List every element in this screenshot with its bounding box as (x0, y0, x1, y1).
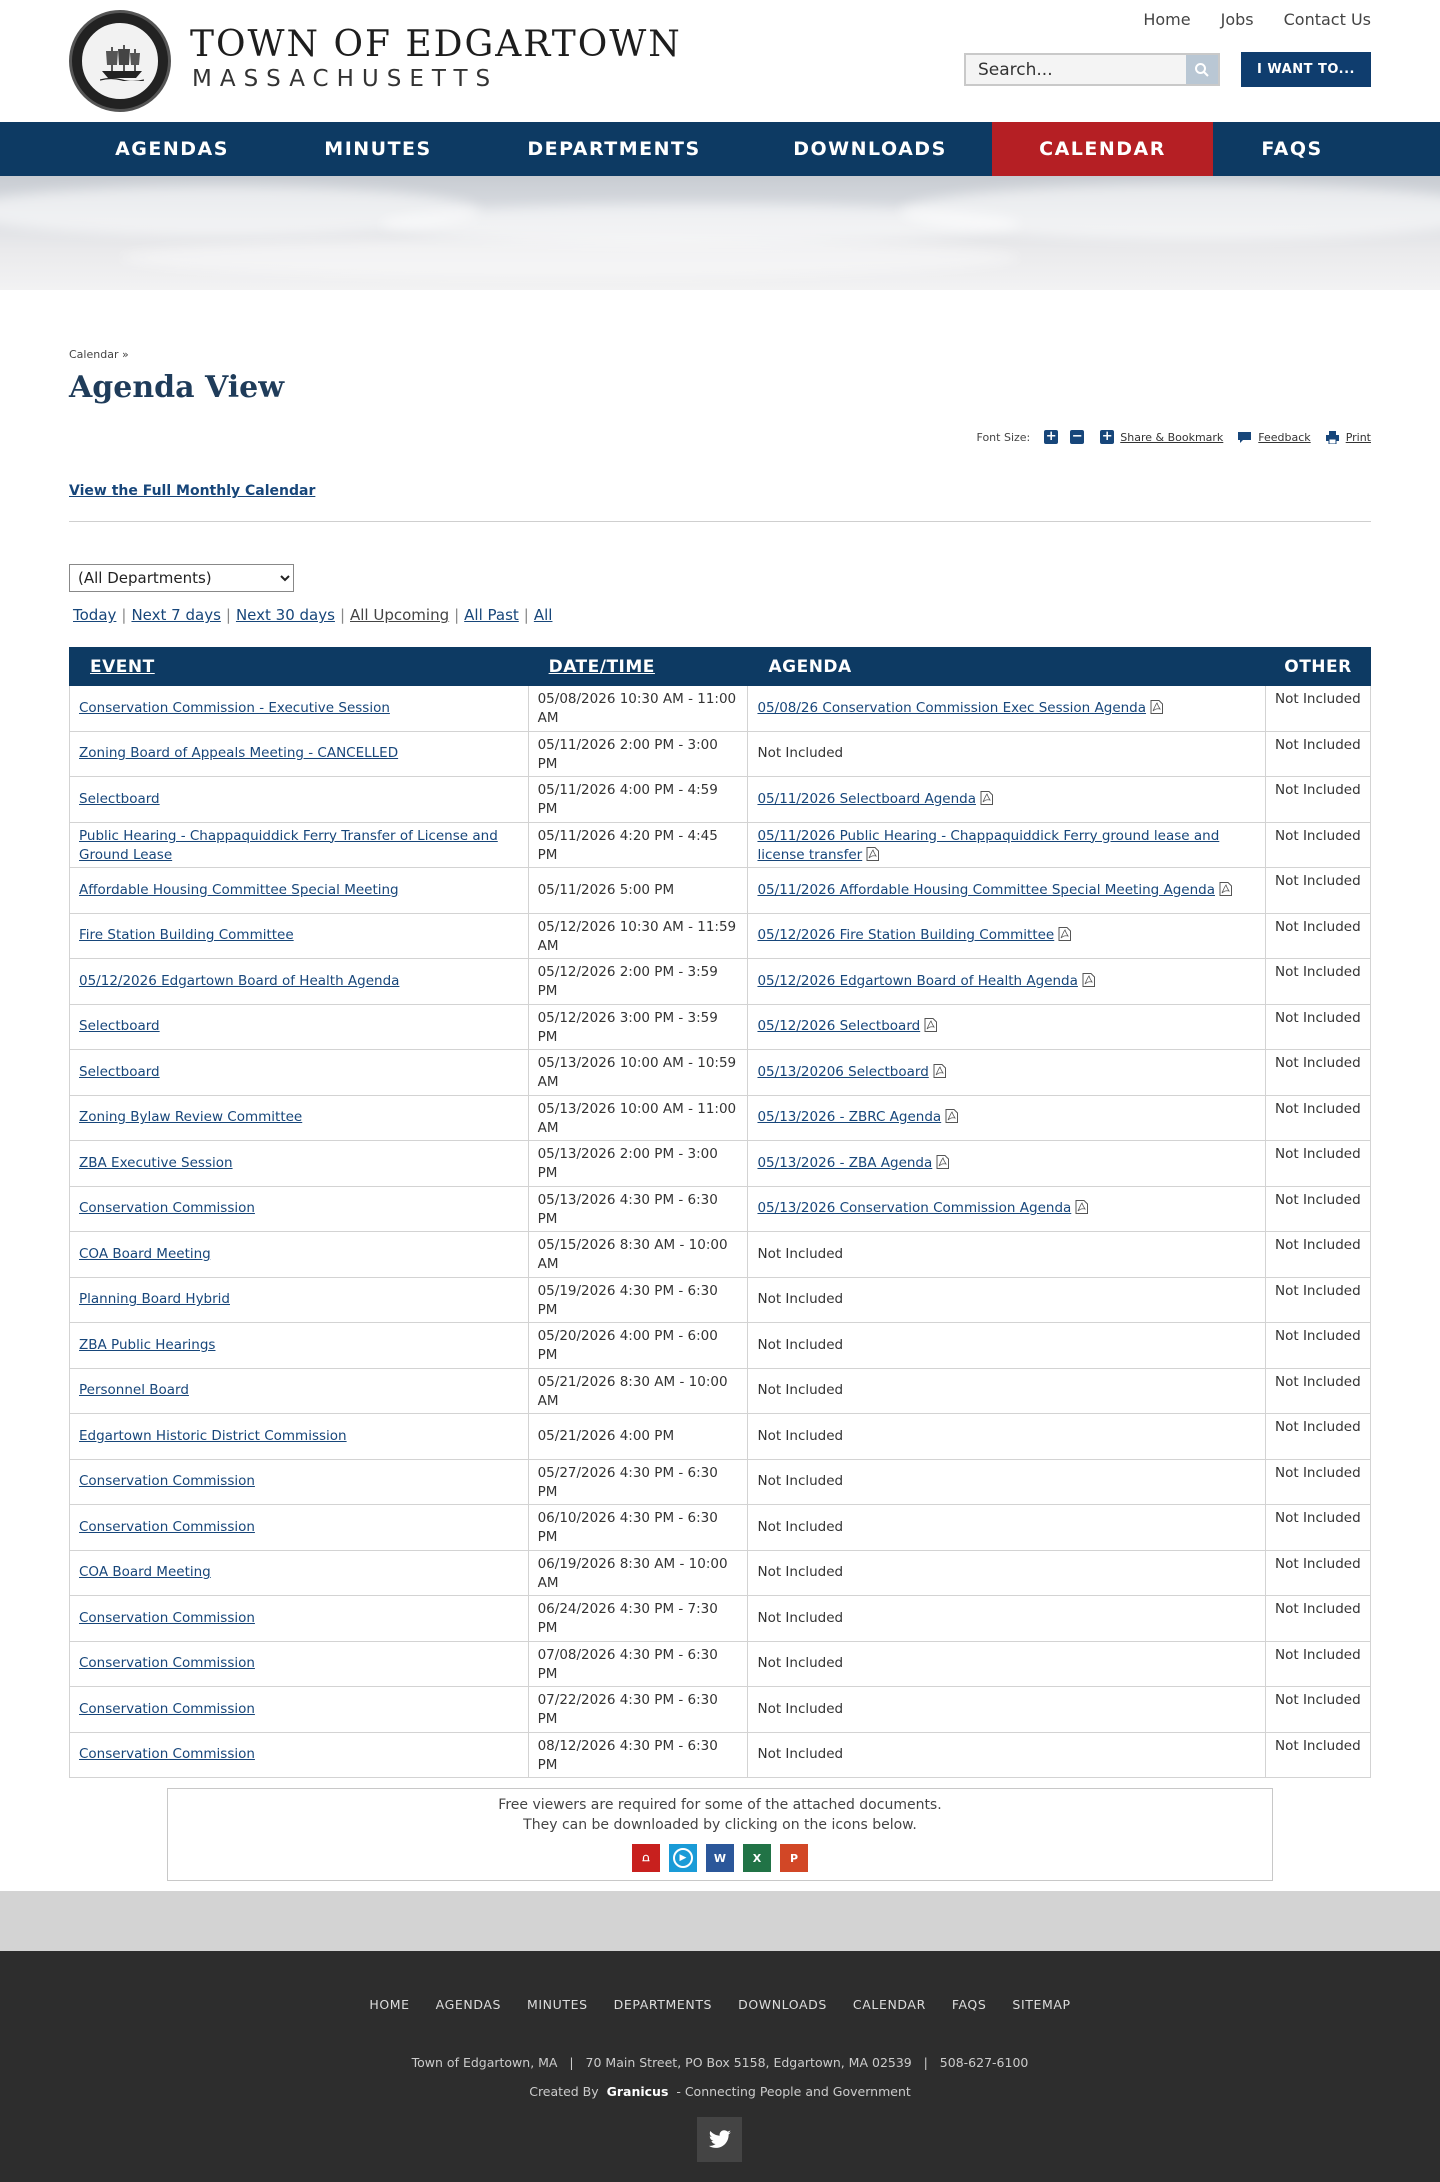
search-box (964, 53, 1220, 86)
table-row (70, 1687, 1371, 1733)
datetime-cell: 05/27/2026 4:30 PM - 6:30 PM (528, 1459, 748, 1505)
table-row (70, 1141, 1371, 1187)
footer-minutes[interactable]: MINUTES (527, 1997, 588, 2012)
event-cell (70, 1550, 529, 1596)
table-header-row (70, 648, 1371, 686)
event-cell (70, 1186, 529, 1232)
pdf-icon[interactable] (1071, 1200, 1088, 1216)
agenda-link[interactable]: 05/13/2026 - ZBA Agenda (757, 1154, 933, 1171)
agenda-cell (748, 822, 1266, 868)
event-link[interactable]: Conservation Commission (79, 1473, 255, 1490)
event-cell (70, 1596, 529, 1642)
breadcrumb[interactable]: Calendar » (69, 348, 129, 361)
footer-downloads[interactable]: DOWNLOADS (738, 1997, 827, 2012)
agenda-link[interactable]: 05/13/2026 - ZBRC Agenda (757, 1109, 942, 1126)
jobs-link[interactable]: Jobs (1220, 10, 1254, 29)
other-cell: Not Included (1266, 1687, 1371, 1733)
agenda-link[interactable]: 05/11/2026 Selectboard Agenda (757, 790, 976, 807)
event-link[interactable]: Selectboard (79, 1063, 160, 1080)
agenda-cell (748, 1368, 1266, 1414)
agenda-cell (748, 1095, 1266, 1141)
other-cell: Not Included (1266, 822, 1371, 868)
table-row (70, 1368, 1371, 1414)
granicus-link[interactable]: Granicus (606, 2084, 669, 2099)
viewers-text-2: They can be downloaded by clicking on the icons below. (523, 1817, 917, 1833)
page-title: Agenda View (69, 370, 285, 405)
font-decrease-button[interactable]: − (1071, 429, 1083, 444)
pdf-icon[interactable] (932, 1155, 949, 1171)
footer-departments[interactable]: DEPARTMENTS (613, 1997, 713, 2012)
filter-all-upcoming[interactable]: All Upcoming (350, 606, 450, 624)
agenda-cell (748, 1323, 1266, 1369)
site-title[interactable]: TOWN OF EDGARTOWN (190, 24, 682, 65)
agenda-table-body (70, 686, 1371, 1778)
agenda-cell (748, 731, 1266, 777)
table-row (70, 1004, 1371, 1050)
event-link[interactable]: Edgartown Historic District Commission (79, 1427, 347, 1444)
table-row (70, 959, 1371, 1005)
other-cell: Not Included (1266, 1368, 1371, 1414)
datetime-cell: 05/12/2026 3:00 PM - 3:59 PM (528, 1004, 748, 1050)
agenda-not-included: Not Included (757, 1700, 844, 1717)
nav-downloads[interactable]: DOWNLOADS (793, 138, 947, 160)
other-cell: Not Included (1266, 1232, 1371, 1278)
event-link[interactable]: Personnel Board (79, 1382, 189, 1399)
other-cell: Not Included (1266, 1459, 1371, 1505)
filter-all-past[interactable]: All Past (464, 606, 519, 624)
event-cell (70, 1004, 529, 1050)
event-cell (70, 1641, 529, 1687)
table-row (70, 1050, 1371, 1096)
footer-separator (0, 1891, 1440, 1951)
datetime-cell: 05/20/2026 4:00 PM - 6:00 PM (528, 1323, 748, 1369)
agenda-cell (748, 1505, 1266, 1551)
agenda-cell (748, 1687, 1266, 1733)
agenda-cell (748, 777, 1266, 823)
top-links (1143, 10, 1371, 29)
agenda-link[interactable]: 05/08/26 Conservation Commission Exec Session Agenda (757, 699, 1147, 716)
other-cell: Not Included (1266, 686, 1371, 732)
footer-nav (0, 1997, 1440, 2012)
agenda-link[interactable]: 05/13/20206 Selectboard (757, 1063, 929, 1080)
table-row (70, 1414, 1371, 1460)
table-row (70, 1459, 1371, 1505)
agenda-cell (748, 686, 1266, 732)
other-cell: Not Included (1266, 1641, 1371, 1687)
hero-banner (0, 176, 1440, 290)
word-viewer-icon[interactable]: W (706, 1844, 734, 1872)
pdf-icon[interactable] (920, 1018, 937, 1034)
site-subtitle: MASSACHUSETTS (192, 66, 499, 92)
nav-calendar[interactable]: CALENDAR (992, 122, 1213, 176)
agenda-cell (748, 1596, 1266, 1642)
agenda-not-included: Not Included (757, 1336, 844, 1353)
event-cell (70, 731, 529, 777)
town-seal-logo[interactable] (69, 10, 171, 112)
event-link[interactable]: COA Board Meeting (79, 1245, 211, 1262)
home-link[interactable]: Home (1143, 10, 1191, 29)
event-cell (70, 1050, 529, 1096)
font-size-label: Font Size: (976, 430, 1031, 444)
other-cell: Not Included (1266, 1323, 1371, 1369)
event-link[interactable]: Conservation Commission (79, 1609, 255, 1626)
media-player-icon[interactable]: ▶ (669, 1844, 697, 1872)
filter-today[interactable]: Today (73, 606, 117, 624)
other-cell: Not Included (1266, 1277, 1371, 1323)
event-cell (70, 1368, 529, 1414)
datetime-cell: 05/11/2026 2:00 PM - 3:00 PM (528, 731, 748, 777)
other-cell: Not Included (1266, 1505, 1371, 1551)
event-cell (70, 1095, 529, 1141)
nav-agendas[interactable]: AGENDAS (115, 138, 229, 160)
table-row (70, 1641, 1371, 1687)
viewers-text-1: Free viewers are required for some of the attached documents. (498, 1797, 942, 1813)
datetime-cell: 05/15/2026 8:30 AM - 10:00 AM (528, 1232, 748, 1278)
table-row (70, 1323, 1371, 1369)
viewer-icons (632, 1844, 808, 1872)
excel-viewer-icon[interactable]: X (743, 1844, 771, 1872)
table-row (70, 1732, 1371, 1778)
datetime-cell: 08/12/2026 4:30 PM - 6:30 PM (528, 1732, 748, 1778)
event-cell (70, 1459, 529, 1505)
font-increase-button[interactable]: + (1045, 429, 1057, 444)
agenda-cell (748, 1550, 1266, 1596)
footer-credit: Created By Granicus - Connecting People and Government (529, 2084, 911, 2099)
feedback-link[interactable]: Feedback (1258, 430, 1311, 444)
other-cell: Not Included (1266, 731, 1371, 777)
agenda-cell (748, 913, 1266, 959)
datetime-cell: 05/12/2026 10:30 AM - 11:59 AM (528, 913, 748, 959)
agenda-cell (748, 1459, 1266, 1505)
event-link[interactable]: Planning Board Hybrid (79, 1291, 230, 1308)
seal-inner (80, 21, 160, 101)
table-row (70, 731, 1371, 777)
twitter-icon (708, 2130, 732, 2150)
i-want-to-button[interactable]: I WANT TO... (1241, 52, 1371, 87)
agenda-link[interactable]: 05/12/2026 Selectboard (757, 1018, 921, 1035)
agenda-link[interactable]: 05/11/2026 Affordable Housing Committee Special Meeting Agenda (757, 881, 1215, 898)
agenda-not-included: Not Included (757, 1245, 844, 1262)
share-icon[interactable]: + (1101, 429, 1113, 444)
datetime-cell: 07/22/2026 4:30 PM - 6:30 PM (528, 1687, 748, 1733)
event-link[interactable]: ZBA Public Hearings (79, 1336, 216, 1353)
table-row (70, 1505, 1371, 1551)
event-link[interactable]: Zoning Board of Appeals Meeting - CANCELLED (79, 745, 399, 762)
event-cell (70, 959, 529, 1005)
other-cell: Not Included (1266, 1141, 1371, 1187)
adobe-reader-icon[interactable]: ⩍ (632, 1844, 660, 1872)
event-cell (70, 1141, 529, 1187)
event-link[interactable]: Public Hearing - Chappaquiddick Ferry Transfer of License and Ground Lease (79, 827, 498, 863)
filter-next-30-days[interactable]: Next 30 days (235, 606, 335, 624)
event-link[interactable]: Selectboard (79, 1018, 160, 1035)
table-row (70, 868, 1371, 914)
event-cell (70, 777, 529, 823)
other-cell: Not Included (1266, 913, 1371, 959)
department-select[interactable] (69, 564, 294, 592)
table-row (70, 822, 1371, 868)
footer-calendar[interactable]: CALENDAR (852, 1997, 926, 2012)
pdf-icon[interactable] (941, 1109, 958, 1125)
event-link[interactable]: Selectboard (79, 790, 160, 807)
event-link[interactable]: Fire Station Building Committee (79, 927, 294, 944)
table-row (70, 1277, 1371, 1323)
event-link[interactable]: COA Board Meeting (79, 1564, 211, 1581)
pdf-icon[interactable] (1215, 882, 1232, 898)
nav-departments[interactable]: DEPARTMENTS (527, 138, 701, 160)
date-filters: Today | Next 7 days | Next 30 days | All Upcoming | All Past | All (73, 606, 553, 624)
agenda-not-included: Not Included (757, 1564, 844, 1581)
pdf-icon[interactable] (1054, 927, 1071, 943)
agenda-not-included: Not Included (757, 1746, 844, 1763)
agenda-not-included: Not Included (757, 1382, 844, 1399)
event-cell (70, 1277, 529, 1323)
event-link[interactable]: Affordable Housing Committee Special Meeting (79, 881, 399, 898)
datetime-cell: 05/11/2026 5:00 PM (528, 868, 748, 914)
datetime-cell: 05/13/2026 10:00 AM - 10:59 AM (528, 1050, 748, 1096)
datetime-cell: 05/21/2026 8:30 AM - 10:00 AM (528, 1368, 748, 1414)
search-button[interactable] (1186, 55, 1218, 84)
event-cell (70, 868, 529, 914)
datetime-cell: 05/19/2026 4:30 PM - 6:30 PM (528, 1277, 748, 1323)
agenda-cell (748, 1732, 1266, 1778)
agenda-link[interactable]: 05/12/2026 Edgartown Board of Health Agenda (757, 972, 1078, 989)
site-header (0, 0, 1440, 122)
event-link[interactable]: Conservation Commission (79, 1655, 255, 1672)
event-cell (70, 1732, 529, 1778)
other-cell: Not Included (1266, 1732, 1371, 1778)
agenda-cell (748, 1641, 1266, 1687)
table-row (70, 1095, 1371, 1141)
other-cell: Not Included (1266, 1004, 1371, 1050)
print-icon (1325, 431, 1340, 444)
pdf-icon[interactable] (862, 847, 879, 863)
footer-agendas[interactable]: AGENDAS (435, 1997, 502, 2012)
other-cell: Not Included (1266, 1596, 1371, 1642)
agenda-not-included: Not Included (757, 1655, 844, 1672)
pdf-icon[interactable] (1146, 700, 1163, 716)
full-monthly-calendar-link[interactable]: View the Full Monthly Calendar (69, 483, 316, 499)
footer-home[interactable]: HOME (369, 1997, 410, 2012)
event-cell (70, 1505, 529, 1551)
datetime-cell: 05/13/2026 10:00 AM - 11:00 AM (528, 1095, 748, 1141)
agenda-cell (748, 868, 1266, 914)
datetime-cell: 06/24/2026 4:30 PM - 7:30 PM (528, 1596, 748, 1642)
filter-all[interactable]: All (533, 606, 553, 624)
other-cell: Not Included (1266, 868, 1371, 914)
other-cell: Not Included (1266, 1550, 1371, 1596)
table-row (70, 1186, 1371, 1232)
agenda-cell (748, 1141, 1266, 1187)
other-cell: Not Included (1266, 1095, 1371, 1141)
search-icon (1194, 62, 1210, 78)
event-cell (70, 1414, 529, 1460)
other-cell: Not Included (1266, 1186, 1371, 1232)
datetime-cell: 05/13/2026 4:30 PM - 6:30 PM (528, 1186, 748, 1232)
table-row (70, 1232, 1371, 1278)
footer-address: Town of Edgartown, MA | 70 Main Street, PO Box 5158, Edgartown, MA 02539 | 508-627-6100 (411, 2055, 1029, 2070)
event-link[interactable]: Conservation Commission - Executive Session (79, 699, 390, 716)
event-cell (70, 1323, 529, 1369)
twitter-button[interactable] (697, 2117, 742, 2162)
agenda-not-included: Not Included (757, 1291, 844, 1308)
agenda-link[interactable]: 05/12/2026 Fire Station Building Committee (757, 927, 1055, 944)
col-event-header[interactable]: EVENT (70, 648, 529, 686)
pdf-icon[interactable] (1078, 973, 1095, 989)
other-cell: Not Included (1266, 1414, 1371, 1460)
event-link[interactable]: 05/12/2026 Edgartown Board of Health Agenda (79, 972, 400, 989)
other-cell: Not Included (1266, 777, 1371, 823)
ship-icon (100, 45, 144, 81)
pdf-icon[interactable] (976, 791, 993, 807)
table-row (70, 1596, 1371, 1642)
datetime-cell: 05/11/2026 4:00 PM - 4:59 PM (528, 777, 748, 823)
agenda-cell (748, 1277, 1266, 1323)
agenda-cell (748, 959, 1266, 1005)
datetime-cell: 05/08/2026 10:30 AM - 11:00 AM (528, 686, 748, 732)
table-row (70, 913, 1371, 959)
datetime-cell: 05/11/2026 4:20 PM - 4:45 PM (528, 822, 748, 868)
event-cell (70, 913, 529, 959)
pdf-icon[interactable] (929, 1064, 946, 1080)
col-datetime-header[interactable]: DATE/TIME (528, 648, 748, 686)
event-link[interactable]: Conservation Commission (79, 1746, 255, 1763)
datetime-cell: 06/19/2026 8:30 AM - 10:00 AM (528, 1550, 748, 1596)
filter-next-7-days[interactable]: Next 7 days (131, 606, 221, 624)
agenda-cell (748, 1004, 1266, 1050)
feedback-icon (1237, 431, 1252, 444)
table-row (70, 1550, 1371, 1596)
free-viewers-box (167, 1788, 1273, 1881)
agenda-cell (748, 1414, 1266, 1460)
event-link[interactable]: Zoning Bylaw Review Committee (79, 1109, 303, 1126)
event-link[interactable]: Conservation Commission (79, 1200, 255, 1217)
agenda-cell (748, 1050, 1266, 1096)
search-input[interactable] (966, 55, 1186, 84)
other-cell: Not Included (1266, 1050, 1371, 1096)
agenda-table (69, 647, 1371, 1778)
datetime-cell: 06/10/2026 4:30 PM - 6:30 PM (528, 1505, 748, 1551)
event-cell (70, 1232, 529, 1278)
event-link[interactable]: Conservation Commission (79, 1518, 255, 1535)
page-tools (977, 430, 1371, 444)
agenda-not-included: Not Included (757, 1609, 844, 1626)
divider (69, 521, 1371, 522)
agenda-not-included: Not Included (757, 1473, 844, 1490)
agenda-link[interactable]: 05/13/2026 Conservation Commission Agenda (757, 1200, 1072, 1217)
powerpoint-viewer-icon[interactable]: P (780, 1844, 808, 1872)
share-bookmark-link[interactable]: Share & Bookmark (1120, 430, 1224, 444)
event-link[interactable]: Conservation Commission (79, 1700, 255, 1717)
agenda-cell (748, 1232, 1266, 1278)
agenda-not-included: Not Included (757, 1427, 844, 1444)
table-row (70, 686, 1371, 732)
agenda-not-included: Not Included (757, 745, 844, 762)
event-cell (70, 686, 529, 732)
datetime-cell: 07/08/2026 4:30 PM - 6:30 PM (528, 1641, 748, 1687)
agenda-not-included: Not Included (757, 1518, 844, 1535)
col-other-header: OTHER (1266, 648, 1371, 686)
datetime-cell: 05/13/2026 2:00 PM - 3:00 PM (528, 1141, 748, 1187)
event-link[interactable]: ZBA Executive Session (79, 1154, 233, 1171)
agenda-cell (748, 1186, 1266, 1232)
nav-faqs[interactable]: FAQS (1261, 138, 1323, 160)
contact-us-link[interactable]: Contact Us (1283, 10, 1371, 29)
footer-sitemap[interactable]: SITEMAP (1012, 1997, 1071, 2012)
col-agenda-header: AGENDA (748, 648, 1266, 686)
table-row (70, 777, 1371, 823)
main-nav (0, 122, 1440, 176)
event-cell (70, 1687, 529, 1733)
event-cell (70, 822, 529, 868)
other-cell: Not Included (1266, 959, 1371, 1005)
print-link[interactable]: Print (1345, 430, 1371, 444)
agenda-link[interactable]: 05/11/2026 Public Hearing - Chappaquiddick Ferry ground lease and license transfer (757, 827, 1220, 863)
datetime-cell: 05/12/2026 2:00 PM - 3:59 PM (528, 959, 748, 1005)
nav-minutes[interactable]: MINUTES (324, 138, 432, 160)
footer-faqs[interactable]: FAQS (951, 1997, 987, 2012)
datetime-cell: 05/21/2026 4:00 PM (528, 1414, 748, 1460)
site-footer (0, 1951, 1440, 2182)
